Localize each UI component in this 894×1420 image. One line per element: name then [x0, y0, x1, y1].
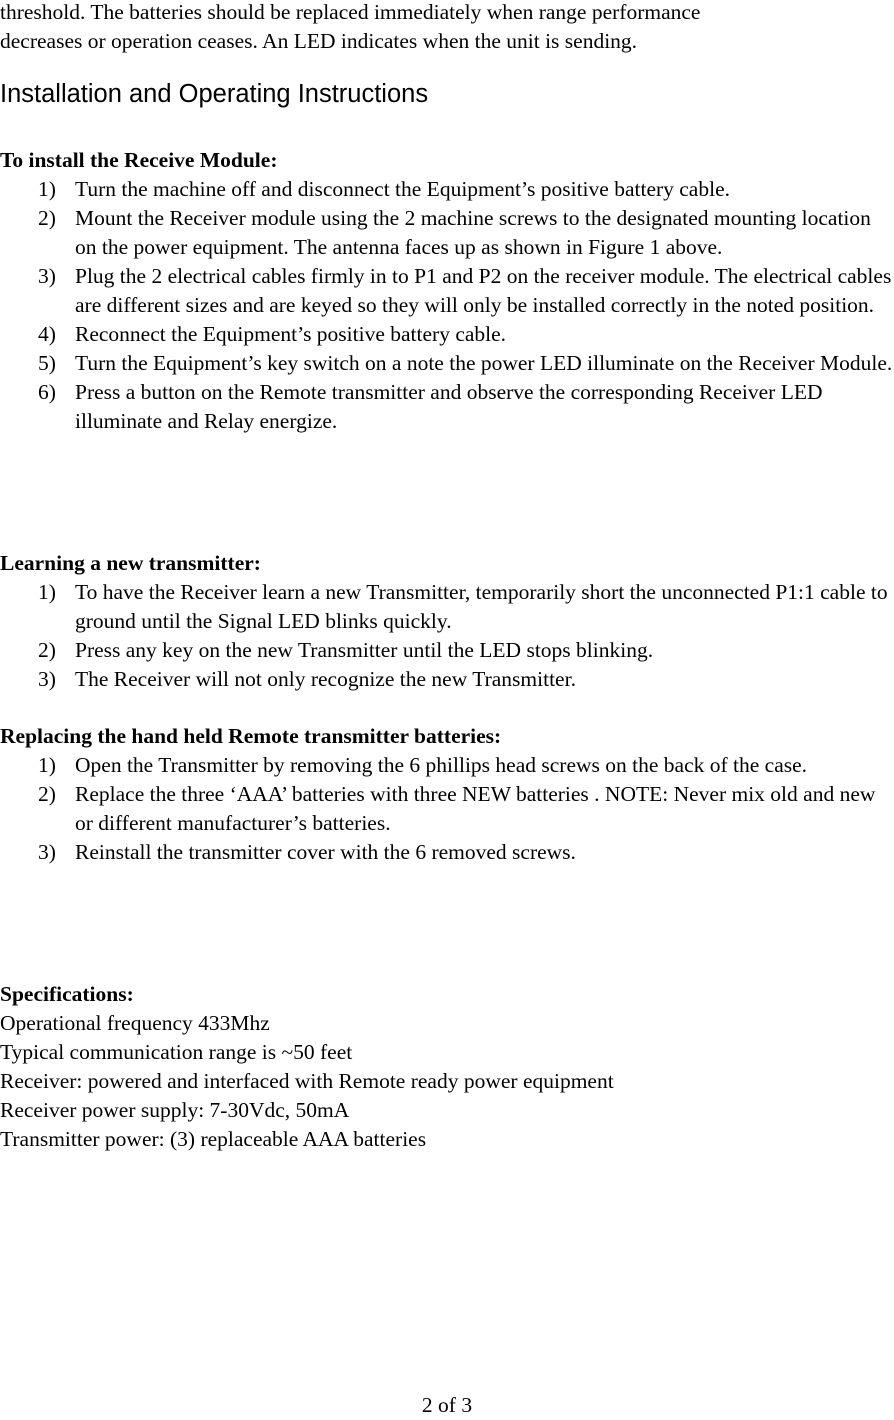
- learning-step: [0, 636, 894, 665]
- step-number: 3): [38, 840, 56, 864]
- step-text: To have the Receiver learn a new Transmitter, temporarily short the unconnected P1:1 cable to ground until the Signal LED blinks quickly.: [75, 580, 888, 633]
- intro-line-2: decreases or operation ceases. An LED indicates when the unit is sending.: [0, 29, 638, 53]
- step-number: 1): [38, 580, 56, 604]
- step-text: Mount the Receiver module using the 2 machine screws to the designated mounting location on the power equipment. The antenna faces up as shown in Figure 1 above.: [75, 206, 871, 259]
- step-number: 2): [38, 638, 56, 662]
- spec-line: Receiver: powered and interfaced with Remote ready power equipment: [0, 1069, 614, 1093]
- step-text: Turn the machine off and disconnect the Equipment’s positive battery cable.: [75, 177, 730, 201]
- spec-line: Transmitter power: (3) replaceable AAA batteries: [0, 1127, 427, 1151]
- step-text: Press a button on the Remote transmitter and observe the corresponding Receiver LED illuminate and Relay energize.: [75, 380, 823, 433]
- learning-section: [0, 549, 894, 694]
- replacing-step: [0, 751, 894, 780]
- install-step: [0, 204, 894, 262]
- install-steps-list: [0, 175, 894, 436]
- install-title: To install the Receive Module:: [0, 148, 278, 172]
- install-step: [0, 262, 894, 320]
- replacing-step: [0, 780, 894, 838]
- spec-line: Operational frequency 433Mhz: [0, 1011, 270, 1035]
- section-heading: Installation and Operating Instructions: [0, 80, 429, 108]
- step-text: Replace the three ‘AAA’ batteries with three NEW batteries . NOTE: Never mix old and new or different manufacturer’s batteries.: [75, 782, 876, 835]
- learning-steps-list: [0, 578, 894, 694]
- learning-step: [0, 665, 894, 694]
- install-step: [0, 349, 894, 378]
- learning-title: Learning a new transmitter:: [0, 551, 261, 575]
- step-text: Press any key on the new Transmitter until the LED stops blinking.: [75, 638, 654, 662]
- step-number: 3): [38, 264, 56, 288]
- install-step: [0, 175, 894, 204]
- specifications-title: Specifications:: [0, 982, 134, 1006]
- step-text: Turn the Equipment’s key switch on a note the power LED illuminate on the Receiver Module.: [75, 351, 893, 375]
- replacing-step: [0, 838, 894, 867]
- step-text: Reinstall the transmitter cover with the 6 removed screws.: [75, 840, 576, 864]
- step-number: 6): [38, 380, 56, 404]
- step-number: 1): [38, 177, 56, 201]
- spec-line: Typical communication range is ~50 feet: [0, 1040, 353, 1064]
- step-text: Open the Transmitter by removing the 6 phillips head screws on the back of the case.: [75, 753, 808, 777]
- replacing-steps-list: [0, 751, 894, 867]
- intro-line-1: threshold. The batteries should be replaced immediately when range performance: [0, 0, 701, 24]
- specifications-section: [0, 980, 894, 1154]
- page-number: 2 of 3: [421, 1393, 473, 1417]
- learning-step: [0, 578, 894, 636]
- intro-paragraph: [0, 0, 890, 56]
- step-number: 2): [38, 206, 56, 230]
- step-number: 4): [38, 322, 56, 346]
- step-number: 5): [38, 351, 56, 375]
- step-number: 2): [38, 782, 56, 806]
- step-number: 3): [38, 667, 56, 691]
- spec-line: Receiver power supply: 7-30Vdc, 50mA: [0, 1098, 350, 1122]
- step-number: 1): [38, 753, 56, 777]
- replacing-section: [0, 722, 894, 867]
- install-section: [0, 146, 894, 436]
- step-text: Plug the 2 electrical cables firmly in to P1 and P2 on the receiver module. The electrical cables are different sizes and are keyed so they will only be installed correctly in the noted position.: [75, 264, 892, 317]
- install-step: [0, 320, 894, 349]
- step-text: The Receiver will not only recognize the new Transmitter.: [75, 667, 576, 691]
- replacing-title: Replacing the hand held Remote transmitter batteries:: [0, 724, 502, 748]
- install-step: [0, 378, 894, 436]
- step-text: Reconnect the Equipment’s positive battery cable.: [75, 322, 507, 346]
